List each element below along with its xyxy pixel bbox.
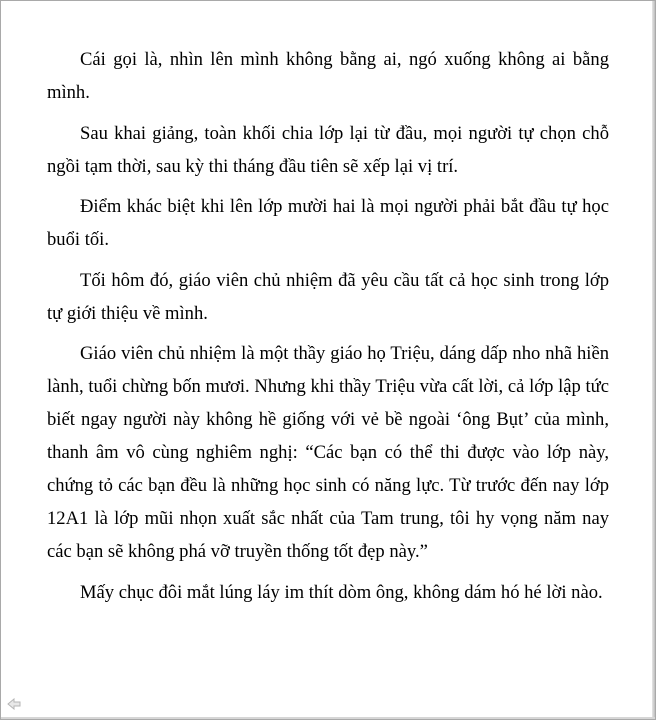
page-bottom-edge <box>1 717 655 719</box>
paragraph: Cái gọi là, nhìn lên mình không bằng ai, ngó xuống không ai bằng mình. <box>47 49 609 103</box>
left-arrow-icon[interactable] <box>7 697 21 709</box>
paragraph: Mấy chục đôi mắt lúng láy im thít dòm ông, không dám hó hé lời nào. <box>80 581 603 603</box>
paragraph: Giáo viên chủ nhiệm là một thầy giáo họ Triệu, dáng dấp nho nhã hiền lành, tuổi chừng bốn mươi. Nhưng khi thầy Triệu vừa cất lời, cả lớp lập tức biết ngay người này không hề giống với vẻ bề ngoài ‘ông Bụt’ của mình, thanh âm vô cùng nghiêm nghị: “Các bạn có thể thi được vào lớp này, chứng tỏ các bạn đều là những học sinh có năng lực. Từ trước đến nay lớp 12A1 là lớp mũi nhọn xuất sắc nhất của Tam trung, tôi hy vọng năm nay các bạn sẽ không phá vỡ truyền thống tốt đẹp này.” <box>47 343 609 562</box>
paragraph: Sau khai giảng, toàn khối chia lớp lại từ đầu, mọi người tự chọn chỗ ngồi tạm thời, sau kỳ thi tháng đầu tiên sẽ xếp lại vị trí. <box>47 122 609 177</box>
paragraph: Điểm khác biệt khi lên lớp mười hai là mọi người phải bắt đầu tự học buổi tối. <box>47 196 609 250</box>
left-arrow-icon-graphic <box>7 698 21 710</box>
paragraph: Tối hôm đó, giáo viên chủ nhiệm đã yêu cầu tất cả học sinh trong lớp tự giới thiệu về mình. <box>47 269 609 324</box>
document-body <box>47 43 609 616</box>
page-edge-shadow <box>652 1 655 719</box>
